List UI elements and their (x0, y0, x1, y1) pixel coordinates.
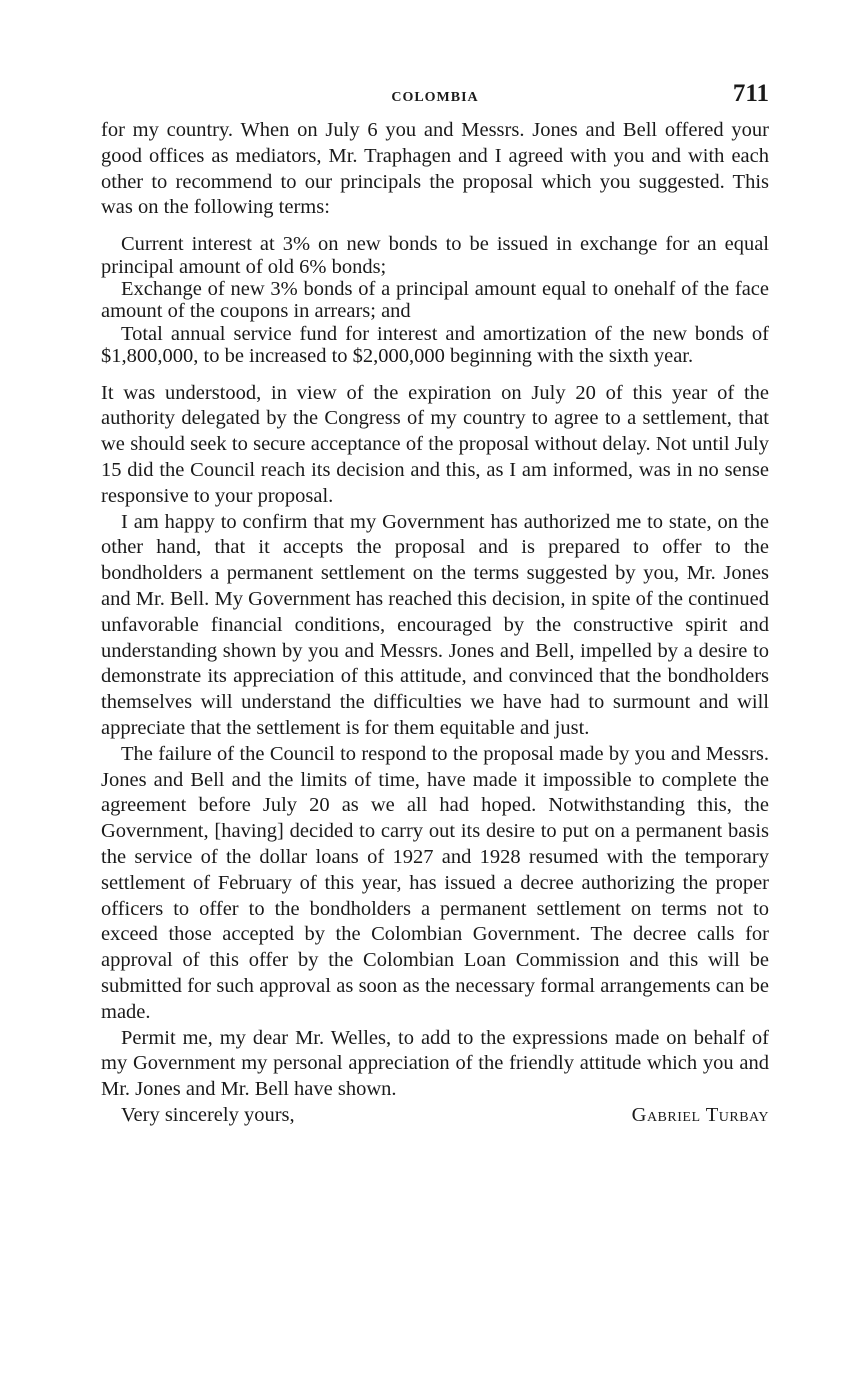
salutation: Very sincerely yours, (121, 1103, 295, 1126)
term-item: Current interest at 3% on new bonds to be issued in exchange for an equal principal amount of old 6% bonds; (101, 233, 769, 278)
closing (101, 1103, 769, 1129)
page-number: 711 (732, 80, 769, 107)
body-paragraph: The failure of the Council to respond to the proposal made by you and Messrs. Jones and Bell and the limits of time, have made it impossible to complete the agreement before July 20 as we all had hoped. Notwithstanding this, the Government, [having] decided to carry out its desire to put on a permanent basis the service of the dollar loans of 1927 and 1928 resumed with the temporary settlement of February of this year, has issued a decree authorizing the proper officers to offer to the bondholders a permanent settlement on terms not to exceed those accepted by the Colombian Government. The decree calls for approval of this offer by the Colombian Loan Commission and this will be submitted for such approval as soon as the necessary formal arrangements can be made. (101, 742, 769, 1023)
body-paragraph: I am happy to confirm that my Government has authorized me to state, on the other hand, that it accepts the proposal and is prepared to offer to the bondholders a permanent settlement on the terms suggested by you, Mr. Jones and Mr. Bell. My Government has reached this decision, in spite of the continued unfavorable financial conditions, encouraged by the constructive spirit and understanding shown by you and Messrs. Jones and Bell, impelled by a desire to demonstrate its appreciation of this attitude, and convinced that the bondholders themselves will understand the difficulties we have had to surmount and will appreciate that the settlement is for them equitable and just. (101, 510, 769, 739)
signature: Gabriel Turbay (631, 1103, 769, 1126)
terms-list (101, 233, 769, 367)
body-paragraph: It was understood, in view of the expiration on July 20 of this year of the authority delegated by the Congress of my country to agree to a settlement, that we should seek to secure acceptance of the proposal without delay. Not until July 15 did the Council reach its decision and this, as I am informed, was in no sense responsive to your proposal. (101, 381, 769, 507)
body-paragraph: Permit me, my dear Mr. Welles, to add to the expressions made on behalf of my Government my personal appreciation of the friendly attitude which you and Mr. Jones and Mr. Bell have shown. (101, 1026, 769, 1101)
term-item: Exchange of new 3% bonds of a principal amount equal to onehalf of the face amount of the coupons in arrears; and (101, 278, 769, 323)
document-page (101, 78, 769, 1129)
term-item: Total annual service fund for interest and amortization of the new bonds of $1,800,000, to be increased to $2,000,000 beginning with the sixth year. (101, 322, 769, 368)
running-head (101, 78, 769, 118)
intro-paragraph: for my country. When on July 6 you and Messrs. Jones and Bell offered your good offices as mediators, Mr. Traphagen and I agreed with you and with each other to recommend to our principals the proposal which you suggested. This was on the following terms: (101, 119, 769, 219)
running-title: COLOMBIA (391, 90, 479, 105)
